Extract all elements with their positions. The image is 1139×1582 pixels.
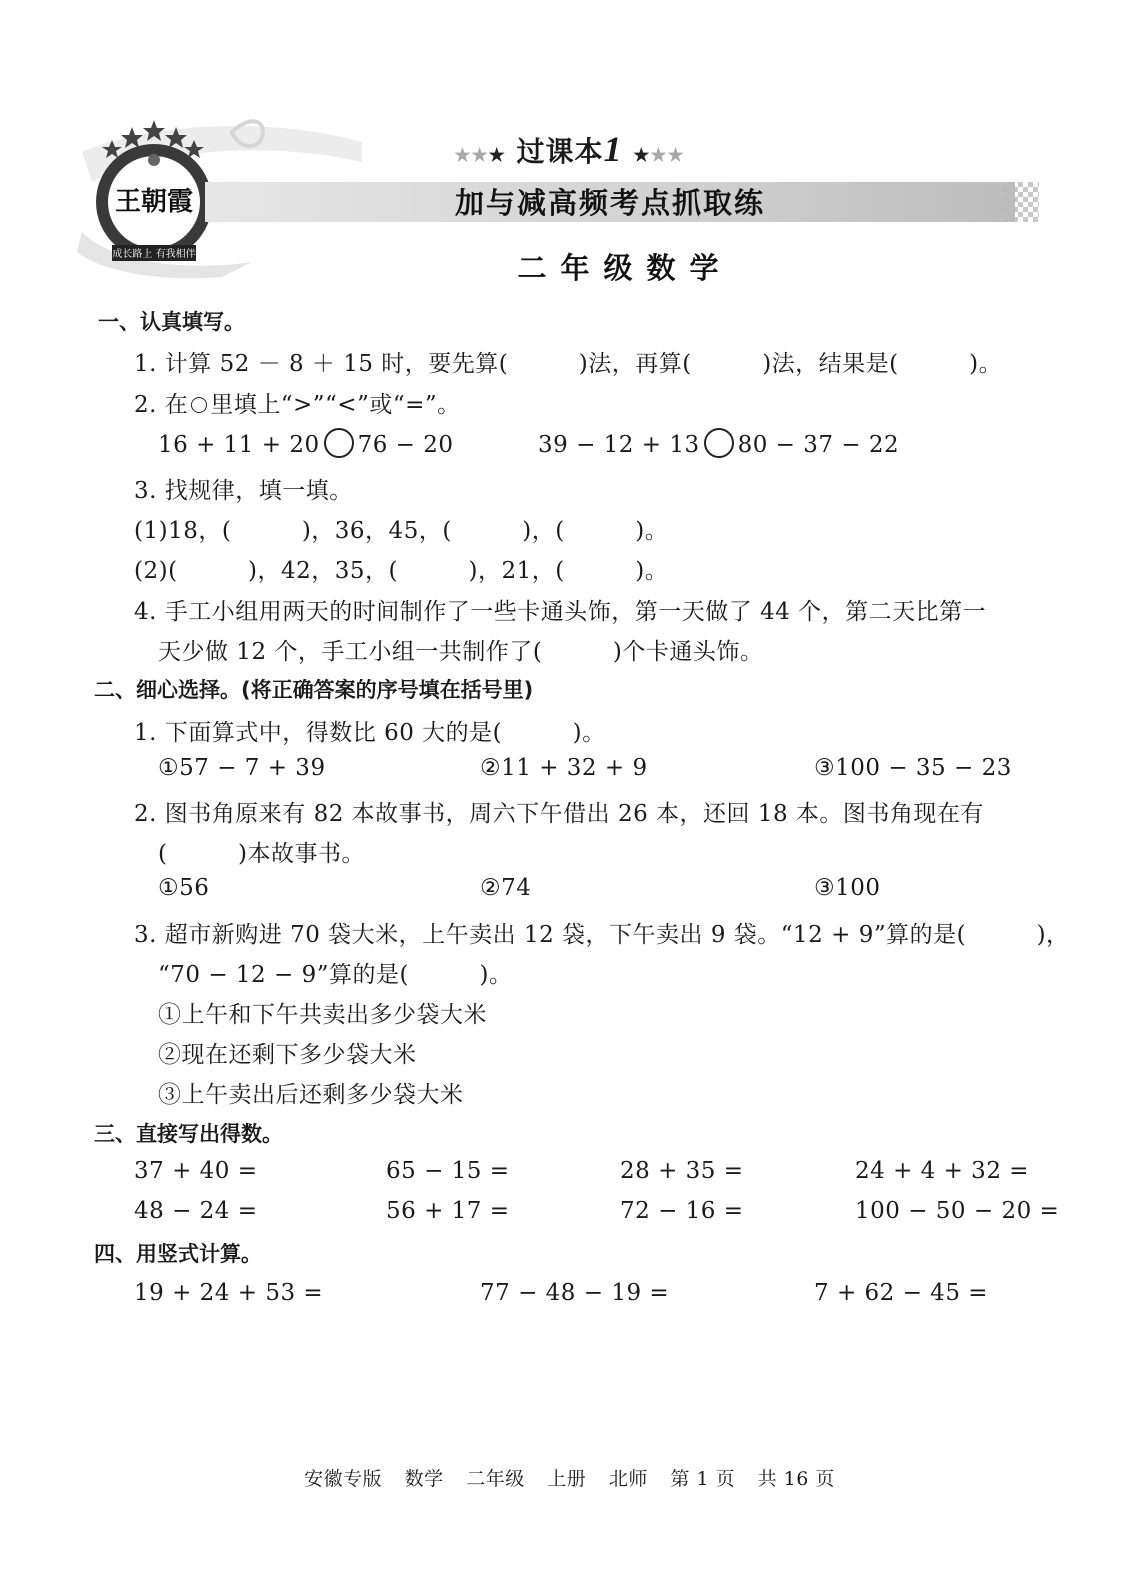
s4-item: 19 + 24 + 53 = (134, 1280, 324, 1306)
subject-title: 二年级数学 (517, 251, 733, 285)
s1-q3-1: (1)18，( )，36，45，( )，( )。 (134, 518, 669, 544)
compare-circle[interactable] (704, 428, 734, 458)
s2-q3-line2: “70 − 12 − 9”算的是( )。 (158, 962, 513, 988)
section1-heading: 一、认真填写。 (98, 310, 245, 334)
compare-circle[interactable] (324, 428, 354, 458)
s2-q1-option-3: ③100 − 35 − 23 (814, 755, 1012, 781)
footer-page: 第 1 页 (670, 1468, 736, 1490)
footer-total: 共 16 页 (757, 1468, 835, 1490)
footer-edition: 安徽专版 (304, 1468, 383, 1490)
s2-q2-option-3: ③100 (814, 875, 881, 901)
footer-volume: 上册 (547, 1468, 587, 1490)
s2-q3-line1: 3. 超市新购进 70 袋大米，上午卖出 12 袋，下午卖出 9 袋。“12 + 9”算的是( )， (134, 922, 1070, 948)
s1-q3: 3. 找规律，填一填。 (134, 478, 353, 504)
s2-q3-option-3: ③上午卖出后还剩多少袋大米 (158, 1082, 464, 1108)
s4-item: 77 − 48 − 19 = (480, 1280, 670, 1306)
series-heading: ★★★ 过课本1 ★★★ (454, 129, 685, 169)
s2-q2-option-2: ②74 (480, 875, 532, 901)
section2-heading: 二、细心选择。(将正确答案的序号填在括号里) (94, 678, 534, 702)
s2-q3-option-1: ①上午和下午共卖出多少袋大米 (158, 1002, 487, 1028)
s4-item: 7 + 62 − 45 = (814, 1280, 989, 1306)
circle-icon (191, 397, 207, 413)
footer-grade: 二年级 (466, 1468, 525, 1490)
logo-text: 王朝霞 (114, 187, 194, 217)
section4-heading: 四、用竖式计算。 (94, 1242, 262, 1266)
svg-text:成长路上 有我相伴: 成长路上 有我相伴 (112, 249, 196, 260)
s3-item: 65 − 15 = (386, 1158, 510, 1184)
s2-q2-line2: ( )本故事书。 (158, 841, 365, 867)
s2-q2-line1: 2. 图书角原来有 82 本故事书，周六下午借出 26 本，还回 18 本。图书角现在有 (134, 801, 984, 827)
footer-publisher: 北师 (608, 1468, 648, 1490)
s1-q4-line2: 天少做 12 个，手工小组一共制作了( )个卡通头饰。 (158, 639, 764, 665)
s3-item: 56 + 17 = (386, 1198, 510, 1224)
page-title: 加与减高频考点抓取练 (454, 186, 765, 220)
footer-subject: 数学 (404, 1468, 444, 1490)
page-footer (0, 1464, 1139, 1491)
s2-q1: 1. 下面算式中，得数比 60 大的是( )。 (134, 720, 606, 746)
s3-item: 48 − 24 = (134, 1198, 258, 1224)
s1-q2-prompt: 2. 在 里填上“>”“<”或“=”。 (134, 392, 461, 418)
s1-q1: 1. 计算 52 － 8 ＋ 15 时，要先算( )法，再算( )法，结果是( )。 (134, 351, 1003, 377)
s3-item: 100 − 50 − 20 = (855, 1198, 1060, 1224)
s3-item: 28 + 35 = (620, 1158, 744, 1184)
s2-q1-option-1: ①57 − 7 + 39 (158, 755, 326, 781)
s1-q3-2: (2)( )，42，35，( )，21，( )。 (134, 558, 669, 584)
s2-q2-option-1: ①56 (158, 875, 210, 901)
section3-heading: 三、直接写出得数。 (94, 1122, 283, 1146)
s1-q2-b: 39 − 12 + 13 80 − 37 − 22 (538, 428, 899, 458)
s2-q1-option-2: ②11 + 32 + 9 (480, 755, 648, 781)
s3-item: 37 + 40 = (134, 1158, 258, 1184)
s1-q2-a: 16 + 11 + 20 76 − 20 (158, 428, 454, 458)
s3-item: 24 + 4 + 32 = (855, 1158, 1030, 1184)
s2-q3-option-2: ②现在还剩下多少袋大米 (158, 1042, 417, 1068)
s1-q4-line1: 4. 手工小组用两天的时间制作了一些卡通头饰，第一天做了 44 个，第二天比第一 (134, 599, 987, 625)
s3-item: 72 − 16 = (620, 1198, 744, 1224)
